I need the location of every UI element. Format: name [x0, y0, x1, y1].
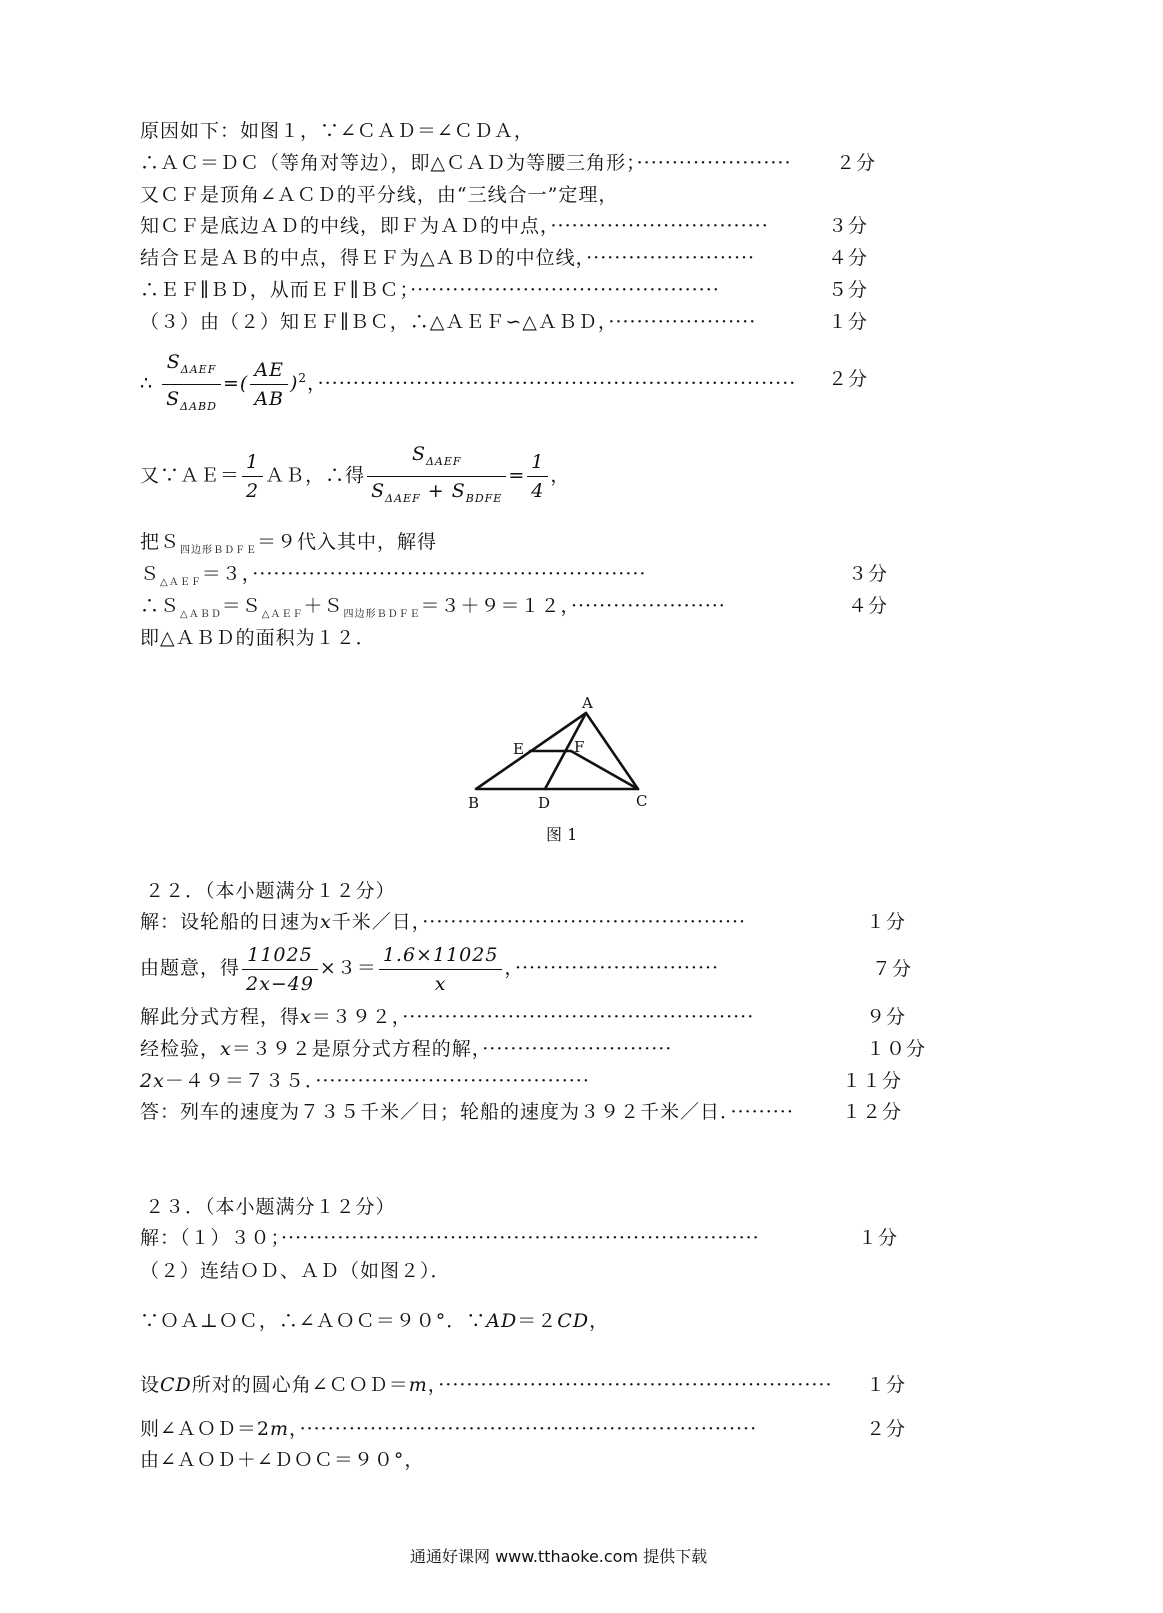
- q22-line-4: 经检验，x＝３９２是原分式方程的解，···························: [140, 1038, 673, 1060]
- text-line-3: 又ＣＦ是顶角∠ＡＣＤ的平分线，由“三线合一”定理，: [140, 184, 619, 206]
- label-f: F: [574, 738, 585, 756]
- fraction-area-sum: $\frac{S_{\Delta AEF}}{S_{\Delta AEF} + S_{BDFE}}$: [367, 440, 506, 513]
- score-label: ９分: [866, 1006, 907, 1028]
- q23-line-4: 设CD所对的圆心角∠ＣＯＤ＝m，························································: [140, 1374, 833, 1396]
- text-line-11: Ｓ$_{\triangle AEF}$＝３，························································: [140, 563, 647, 588]
- fraction-area: $\frac{S_{\Delta AEF}}{S_{\Delta ABD}}$: [162, 348, 221, 421]
- leader-dots: ·································································: [299, 1418, 758, 1440]
- text-line-10: 把Ｓ$_{四边形BDFE}$＝９代入其中，解得: [140, 531, 438, 556]
- q22-line-5: 2x－４９＝７３５．·······································: [140, 1070, 590, 1092]
- score-label: ２分: [828, 368, 869, 390]
- fraction-left: $\frac{11025}{2x-49}$: [242, 941, 318, 998]
- q22-line-3: 解此分式方程，得x＝３９２，··················································: [140, 1006, 755, 1028]
- q22-title: ２２．（本小题满分１２分）: [145, 880, 396, 902]
- text-line-13: 即△ＡＢＤ的面积为１２．: [140, 627, 376, 649]
- leader-dots: ············································: [410, 279, 720, 301]
- score-label: ４分: [848, 595, 889, 617]
- q23-line-2: （２）连结ＯＤ、ＡＤ（如图２）．: [140, 1260, 451, 1282]
- label-e: E: [513, 740, 524, 758]
- leader-dots: ·········: [730, 1101, 794, 1123]
- text-line-12: ∴Ｓ$_{\triangle ABD}$＝Ｓ$_{\triangle AEF}$＋Ｓ$_{四边形BDFE}$＝３＋９＝１２，······················: [140, 595, 726, 620]
- leader-dots: ·······························: [550, 215, 769, 237]
- score-label: １２分: [842, 1101, 903, 1123]
- label-d: D: [538, 794, 551, 812]
- score-label: ７分: [872, 958, 913, 980]
- leader-dots: ··············································: [422, 911, 747, 933]
- score-label: ２分: [836, 152, 877, 174]
- formula-area-ratio: ∴ $\frac{S_{\Delta AEF}}{S_{\Delta ABD}}$ =( $\frac{AE}{AB}$ )$^2$，····································································: [140, 348, 796, 421]
- fraction-quarter: $\frac{1}{4}$: [527, 448, 548, 505]
- q23-line-3: ∵ＯＡ⊥ＯＣ，∴∠ＡＯＣ＝９０°．∵AD＝２CD，: [140, 1310, 610, 1332]
- fraction-right: $\frac{1.6\times 11025}{x}$: [379, 941, 503, 998]
- score-label: ４分: [828, 247, 869, 269]
- score-label: ５分: [828, 279, 869, 301]
- segment-fc: [571, 751, 638, 789]
- score-label: １分: [828, 311, 869, 333]
- label-b: B: [468, 794, 480, 812]
- page-footer: 通通好课网 www.tthaoke.com 提供下载: [410, 1547, 708, 1566]
- text-line-2: ∴ＡＣ＝ＤＣ（等角对等边），即△ＣＡＤ为等腰三角形；······················: [140, 152, 792, 174]
- text-line-7: （３）由（２）知ＥＦ∥ＢＣ，∴△ＡＥＦ∽△ＡＢＤ，·····················: [140, 311, 757, 333]
- q22-line-6: 答：列车的速度为７３５千米／日；轮船的速度为３９２千米／日．·········: [140, 1101, 794, 1123]
- leader-dots: ·······································: [315, 1070, 590, 1092]
- text-line-5: 结合Ｅ是ＡＢ的中点，得ＥＦ为△ＡＢＤ的中位线，························: [140, 247, 756, 269]
- q23-line-5: 则∠ＡＯＤ＝2m，·································································: [140, 1418, 758, 1440]
- score-label: １分: [858, 1227, 899, 1249]
- text-line-1: 原因如下：如图１，∵∠ＣＡＤ＝∠ＣＤＡ，: [140, 120, 534, 142]
- figure-caption: 图 1: [546, 825, 578, 844]
- fraction-half: $\frac{1}{2}$: [242, 448, 263, 505]
- q23-line-1: 解：（１）３０；····································································: [140, 1227, 760, 1249]
- leader-dots: ·····························: [514, 957, 720, 979]
- score-label: １１分: [842, 1070, 903, 1092]
- q22-line-1: 解：设轮船的日速为x千米／日，··············································: [140, 911, 747, 933]
- score-label: ３分: [828, 215, 869, 237]
- leader-dots: ························································: [438, 1374, 833, 1396]
- formula-ae-half: 又∵ＡＥ＝ $\frac{1}{2}$ ＡＢ，∴得 $\frac{S_{\Delta AEF}}{S_{\Delta AEF} + S_{BDFE}}$ = $\frac{1}{4}$ ，: [140, 440, 570, 513]
- label-a: A: [582, 694, 593, 712]
- leader-dots: ························································: [252, 563, 647, 585]
- leader-dots: ····································································: [281, 1227, 760, 1249]
- score-label: １分: [866, 1374, 907, 1396]
- leader-dots: ····································································: [317, 372, 797, 395]
- score-label: １０分: [866, 1038, 927, 1060]
- fraction-sides: $\frac{AE}{AB}$: [250, 356, 288, 413]
- score-label: ３分: [848, 563, 889, 585]
- q22-line-2: 由题意，得 $\frac{11025}{2x-49}$ ×３＝ $\frac{1.6\times 11025}{x}$ ，·····························: [140, 940, 719, 998]
- leader-dots: ······················: [570, 595, 726, 617]
- score-label: １分: [866, 911, 907, 933]
- q23-line-6: 由∠ＡＯＤ＋∠ＤＯＣ＝９０°，: [140, 1449, 425, 1471]
- score-label: ２分: [866, 1418, 907, 1440]
- label-c: C: [636, 792, 648, 810]
- triangle-figure: [460, 690, 680, 820]
- leader-dots: ························: [586, 247, 756, 269]
- text-line-4: 知ＣＦ是底边ＡＤ的中线，即Ｆ为ＡＤ的中点，·······························: [140, 215, 769, 237]
- text-line-6: ∴ＥＦ∥ＢＤ，从而ＥＦ∥ＢＣ；············································: [140, 279, 720, 301]
- leader-dots: ·····················: [608, 311, 757, 333]
- q23-title: ２３．（本小题满分１２分）: [145, 1196, 396, 1218]
- leader-dots: ······················: [636, 152, 792, 174]
- leader-dots: ··················································: [402, 1006, 755, 1028]
- leader-dots: ···························: [482, 1038, 673, 1060]
